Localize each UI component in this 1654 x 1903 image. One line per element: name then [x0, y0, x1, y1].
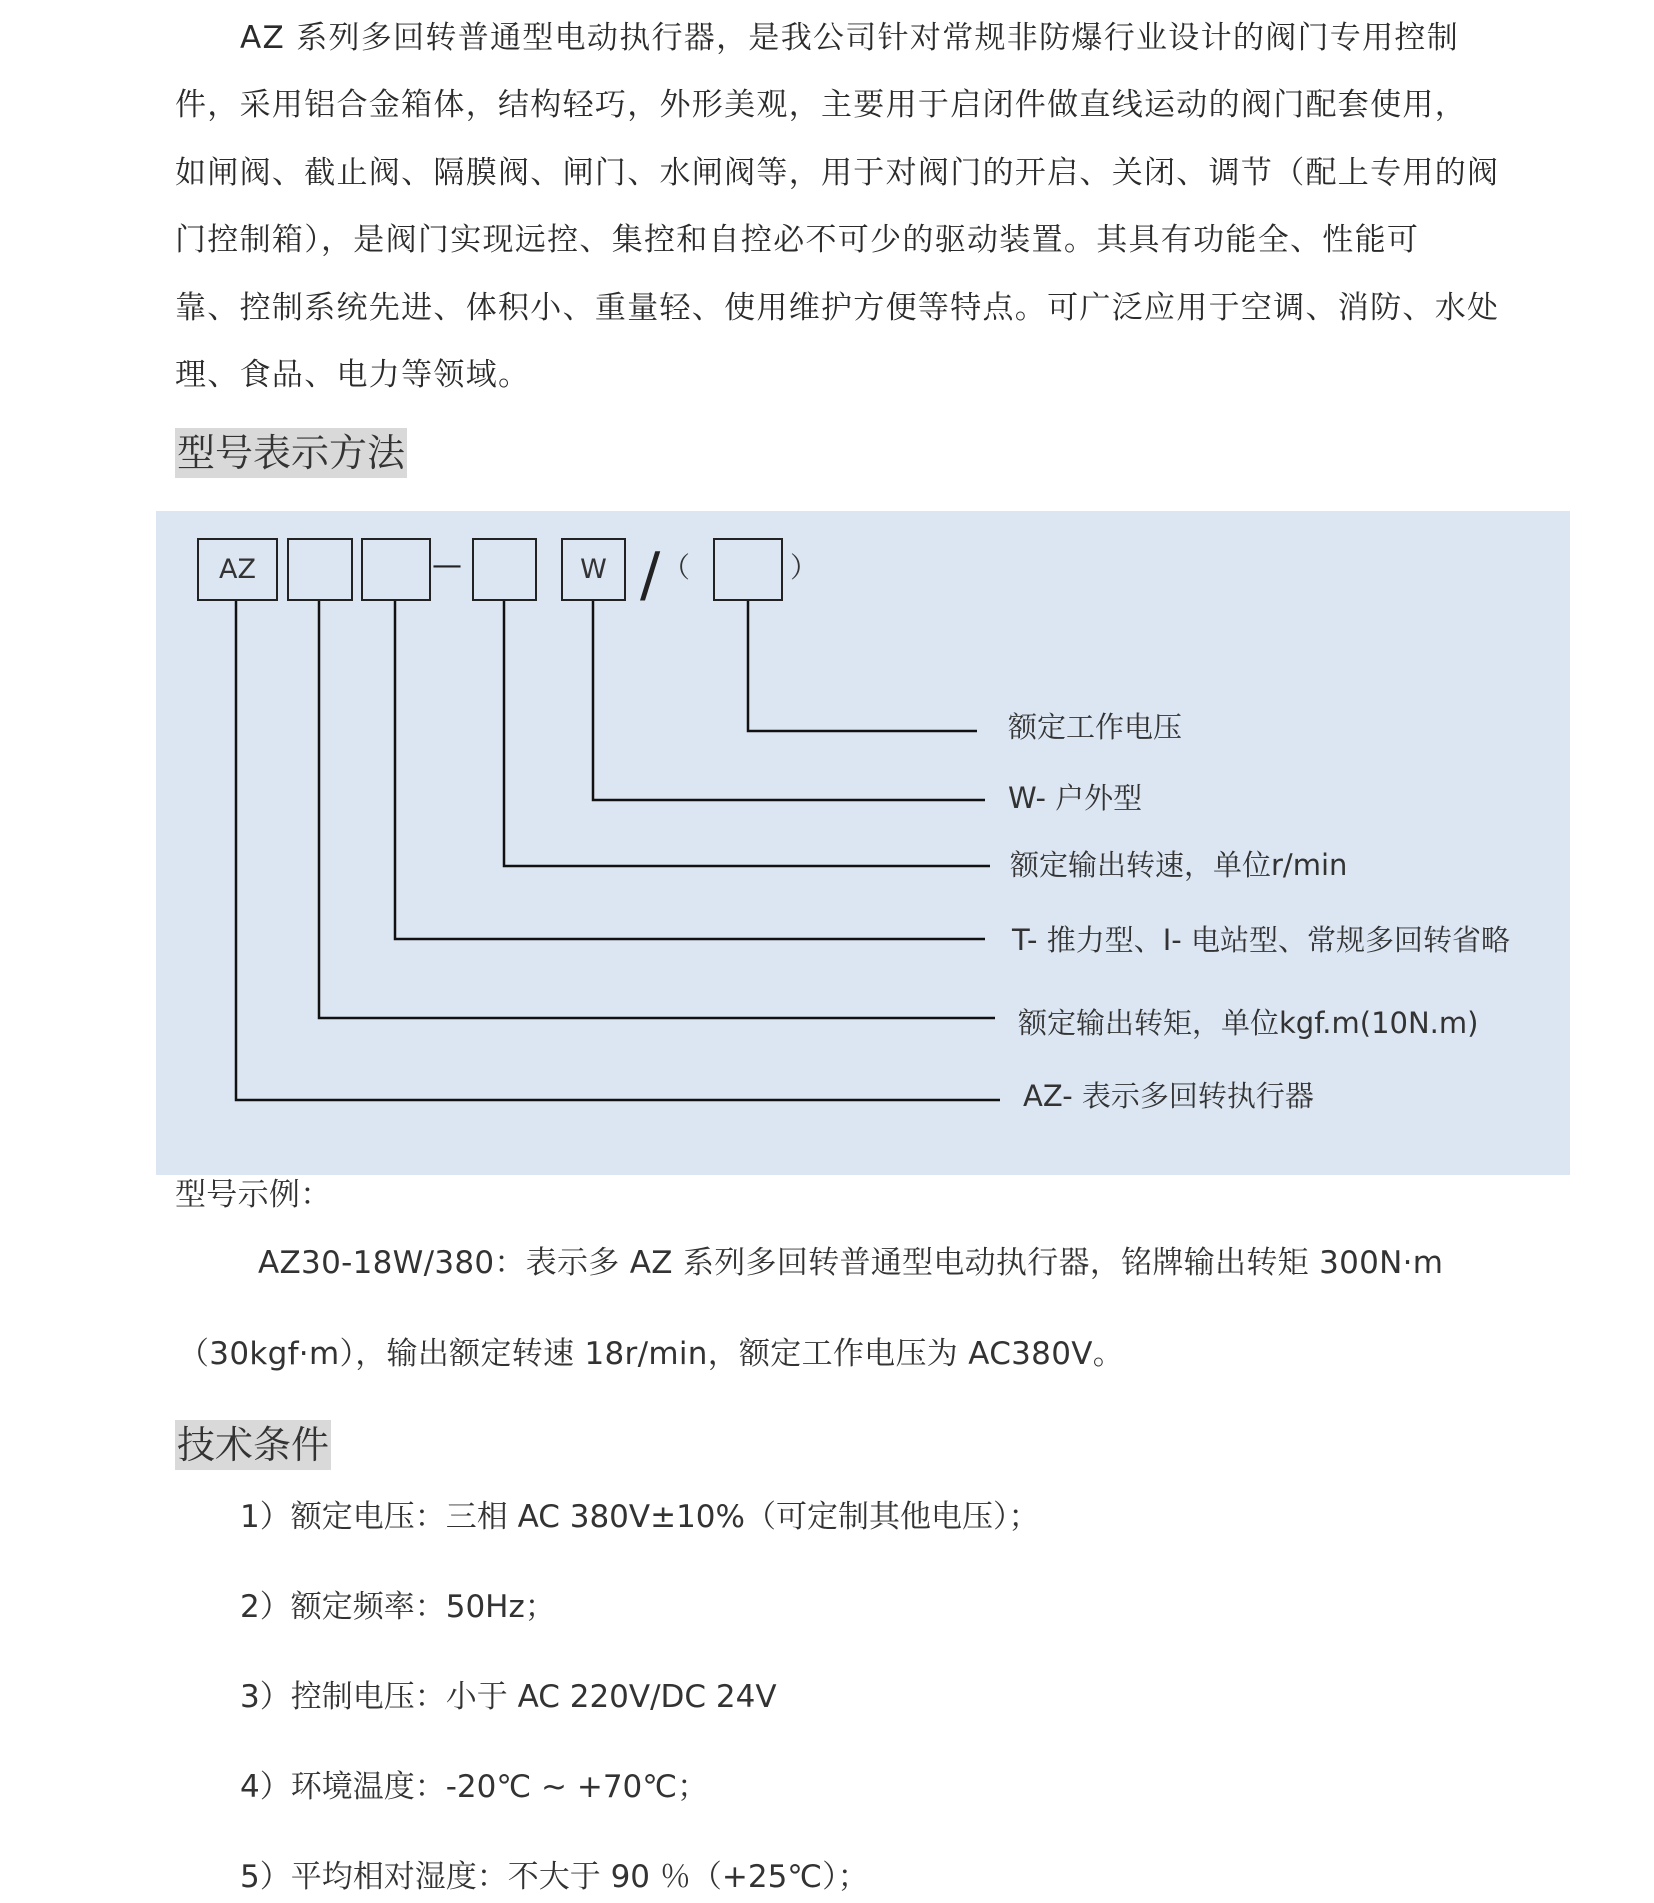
example-label: 型号示例： — [175, 1177, 332, 1213]
slash-separator: / — [640, 540, 661, 610]
connector-torque — [319, 601, 995, 1018]
intro-line: 件，采用铝合金箱体，结构轻巧，外形美观，主要用于启闭件做直线运动的阀门配套使用， — [175, 87, 1467, 123]
example-line: （30kgf·m），输出额定转速 18r/min，额定工作电压为 AC380V。 — [178, 1336, 1125, 1372]
tech-item: 3）控制电压：小于 AC 220V/DC 24V — [240, 1679, 777, 1715]
legend-series: AZ- 表示多回转执行器 — [1023, 1079, 1314, 1113]
connector-series — [236, 601, 1000, 1100]
tech-item: 5）平均相对湿度：不大于 90 ％（+25℃）； — [240, 1859, 869, 1895]
model-box-series: AZ — [197, 538, 278, 601]
legend-voltage: 额定工作电压 — [1008, 710, 1183, 744]
intro-line: AZ 系列多回转普通型电动执行器，是我公司针对常规非防爆行业设计的阀门专用控制 — [240, 20, 1459, 56]
tech-item: 4）环境温度：-20℃ ~ +70℃； — [240, 1769, 709, 1805]
dash-separator: — — [432, 548, 462, 583]
section-title-tech: 技术条件 — [175, 1420, 331, 1470]
close-paren: ） — [790, 551, 819, 584]
intro-line: 靠、控制系统先进、体积小、重量轻、使用维护方便等特点。可广泛应用于空调、消防、水处 — [175, 290, 1500, 326]
example-line: AZ30-18W/380：表示多 AZ 系列多回转普通型电动执行器，铭牌输出转矩 300N·m — [258, 1245, 1444, 1281]
legend-torque: 额定输出转矩，单位kgf.m(10N.m) — [1018, 1006, 1479, 1040]
intro-line: 如闸阀、截止阀、隔膜阀、闸门、水闸阀等，用于对阀门的开启、关闭、调节（配上专用的阀 — [175, 155, 1500, 191]
connector-voltage — [748, 601, 977, 731]
legend-outdoor: W- 户外型 — [1008, 781, 1143, 815]
open-paren: （ — [662, 551, 691, 584]
intro-line: 理、食品、电力等领域。 — [175, 357, 531, 393]
model-box-outdoor: W — [561, 538, 626, 601]
connector-outdoor — [593, 601, 985, 800]
intro-line: 门控制箱），是阀门实现远控、集控和自控必不可少的驱动装置。其具有功能全、性能可 — [175, 222, 1420, 258]
legend-type: T- 推力型、I- 电站型、常规多回转省略 — [1012, 923, 1510, 957]
tech-item: 2）额定频率：50Hz； — [240, 1589, 556, 1625]
legend-speed: 额定输出转速，单位r/min — [1010, 848, 1348, 882]
section-title-model: 型号表示方法 — [175, 428, 407, 478]
connector-type — [395, 601, 985, 939]
tech-item: 1）额定电压：三相 AC 380V±10%（可定制其他电压）； — [240, 1499, 1040, 1535]
